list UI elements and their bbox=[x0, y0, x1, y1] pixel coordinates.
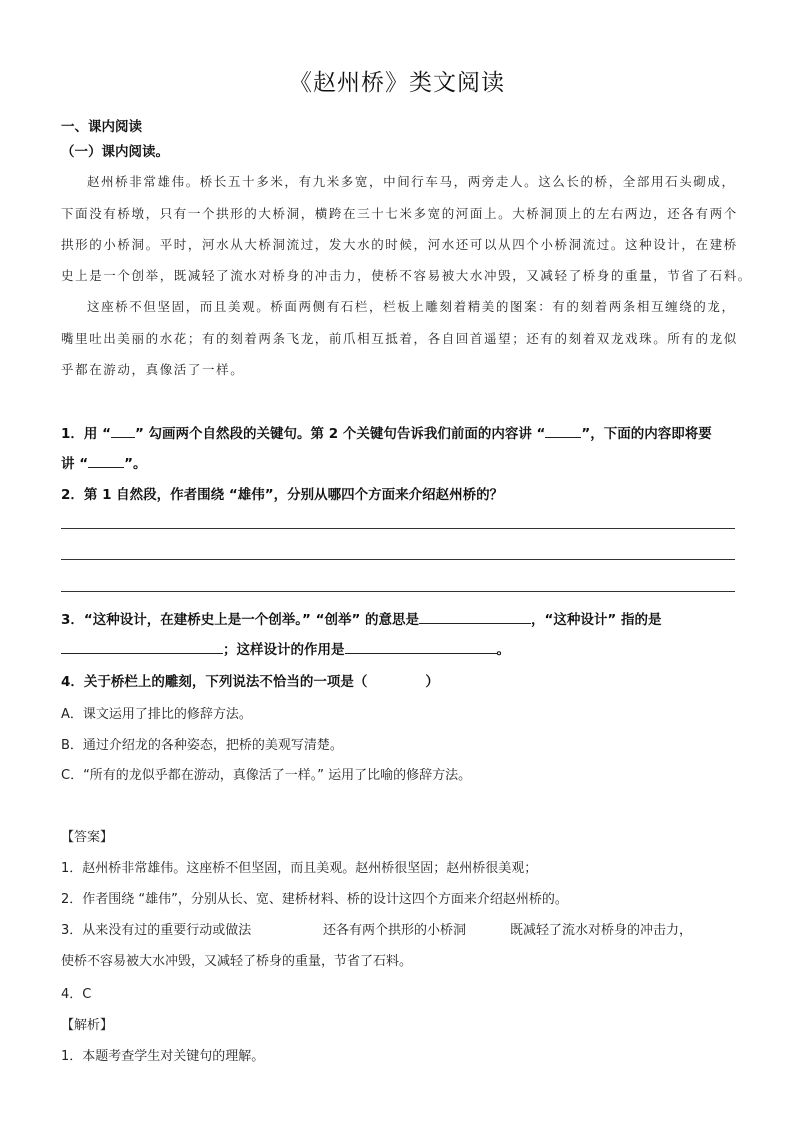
question-1-line-1: 1．用 “ ” 勾画两个自然段的关键句。第 2 个关键句告诉我们前面的内容讲 “ ”，下面的内容即将要 bbox=[61, 426, 712, 442]
answer-1: 1．赵州桥非常雄伟。这座桥不但坚固，而且美观。赵州桥很坚固；赵州桥很美观； bbox=[61, 861, 538, 876]
question-4: 4．关于桥栏上的雕刻，下列说法不恰当的一项是（ ） bbox=[61, 674, 439, 690]
option-a: A．课文运用了排比的修辞方法。 bbox=[61, 707, 252, 722]
answer-blank[interactable] bbox=[88, 455, 124, 468]
answer-line[interactable] bbox=[61, 591, 735, 592]
question-3-line-1: 3．“这种设计，在建桥史上是一个创举。” “创举” 的意思是 ，“这种设计” 指的是 bbox=[61, 612, 662, 628]
question-1-line-2: 讲 “ ”。 bbox=[61, 456, 147, 472]
page-title: 《赵州桥》类文阅读 bbox=[289, 70, 505, 96]
subsection-heading: （一）课内阅读。 bbox=[61, 144, 169, 160]
passage-line: 嘴里吐出美丽的水花；有的刻着两条飞龙，前爪相互抵着，各自回首遥望；还有的刻着双龙戏珠。所有的龙似 bbox=[61, 331, 738, 346]
answer-3-part-1: 3．从来没有过的重要行动或做法 bbox=[61, 923, 252, 938]
question-3-line-2: ；这样设计的作用是 。 bbox=[61, 638, 510, 658]
answer-blank[interactable] bbox=[545, 425, 581, 438]
option-b: B．通过介绍龙的各种姿态，把桥的美观写清楚。 bbox=[61, 738, 343, 753]
answer-3-line-2: 使桥不容易被大水冲毁，又减轻了桥身的重量，节省了石料。 bbox=[61, 954, 413, 969]
answer-blank[interactable] bbox=[61, 641, 223, 654]
answer-blank[interactable] bbox=[345, 641, 497, 654]
analysis-1: 1．本题考查学生对关键句的理解。 bbox=[61, 1049, 265, 1064]
answer-3-part-3: 既减轻了流水对桥身的冲击力， bbox=[510, 923, 693, 938]
passage-line: 赵州桥非常雄伟。桥长五十多米，有九米多宽，中间行车马，两旁走人。这么长的桥，全部用石头砌成， bbox=[87, 174, 736, 189]
answer-3-part-2: 还各有两个拱形的小桥洞 bbox=[323, 923, 467, 938]
answer-blank[interactable] bbox=[111, 425, 135, 438]
passage-line: 史上是一个创举，既减轻了流水对桥身的冲击力，使桥不容易被大水冲毁，又减轻了桥身的重量，节省了石料。 bbox=[61, 268, 752, 283]
answer-heading: 【答案】 bbox=[61, 830, 114, 845]
answer-line[interactable] bbox=[61, 559, 735, 560]
passage-line: 乎都在游动，真像活了一样。 bbox=[61, 362, 245, 377]
passage-line: 下面没有桥墩，只有一个拱形的大桥洞，横跨在三十七米多宽的河面上。大桥洞顶上的左右两边，还各有两个 bbox=[61, 206, 738, 221]
section-heading: 一、课内阅读 bbox=[61, 119, 142, 135]
answer-blank[interactable] bbox=[419, 611, 531, 624]
passage-line: 这座桥不但坚固，而且美观。桥面两侧有石栏，栏板上雕刻着精美的图案：有的刻着两条相互缠绕的龙， bbox=[87, 299, 736, 314]
answer-4: 4．C bbox=[61, 987, 92, 1002]
answer-2: 2．作者围绕 “雄伟”，分别从长、宽、建桥材料、桥的设计这四个方面来介绍赵州桥的。 bbox=[61, 892, 568, 907]
analysis-heading: 【解析】 bbox=[61, 1018, 114, 1033]
passage-line: 拱形的小桥洞。平时，河水从大桥洞流过，发大水的时候，河水还可以从四个小桥洞流过。这种设计，在建桥 bbox=[61, 237, 738, 252]
answer-line[interactable] bbox=[61, 528, 735, 529]
question-2: 2．第 1 自然段，作者围绕 “雄伟”，分别从哪四个方面来介绍赵州桥的？ bbox=[61, 487, 504, 503]
option-c: C．“所有的龙似乎都在游动，真像活了一样。” 运用了比喻的修辞方法。 bbox=[61, 768, 472, 783]
